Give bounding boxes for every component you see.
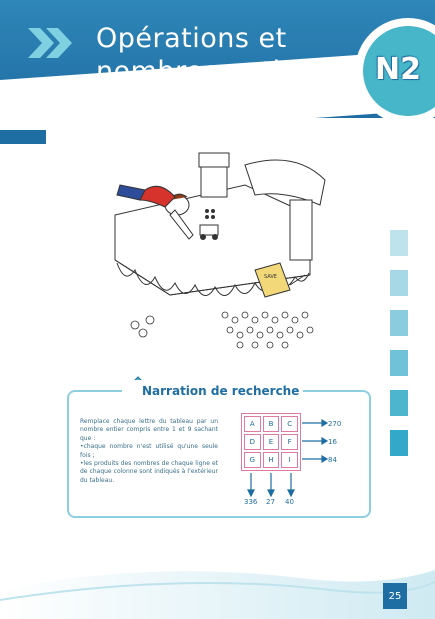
row-arrows: [300, 416, 330, 468]
chapter-title: [96, 22, 324, 88]
panel-title-wrap: [122, 380, 303, 399]
grid-cell: I: [281, 452, 298, 468]
column-product-1: 336: [244, 498, 258, 506]
chapter-title-line2: nombres entiers: [96, 56, 324, 87]
page-number: 25: [383, 583, 407, 609]
grid-cell: B: [263, 416, 280, 432]
left-accent-bar: [0, 130, 46, 144]
grid-cell: E: [263, 434, 280, 450]
instructions-rule-2: •les produits des nombres de chaque ligne et de chaque colonne sont indiqués à l'extérieur du tableau.: [80, 460, 218, 484]
column-product-2: 27: [266, 498, 275, 506]
instructions-intro: Remplace chaque lettre du tableau par un nombre entier compris entre 1 et 9 sachant que :: [80, 418, 218, 442]
chapter-badge-label: N2: [375, 52, 421, 87]
grid-cell: C: [281, 416, 298, 432]
grid-cell: A: [244, 416, 261, 432]
side-tab: [390, 230, 408, 256]
grid-cell: G: [244, 452, 261, 468]
panel-title: Narration de recherche: [142, 384, 300, 398]
side-tabs: [390, 230, 408, 470]
side-tab: [390, 430, 408, 456]
column-arrows: [241, 471, 301, 497]
side-tab: [390, 310, 408, 336]
panel-instructions: [80, 418, 218, 485]
double-chevron-icon: [28, 28, 78, 58]
side-tab: [390, 350, 408, 376]
grid-cell: H: [263, 452, 280, 468]
instructions-rule-1: •chaque nombre n'est utilisé qu'une seule fois ;: [80, 443, 218, 459]
side-tab: [390, 390, 408, 416]
letter-grid: [241, 413, 301, 471]
illustration-sheet-text: SAVE: [264, 274, 277, 280]
row-product-3: 84: [328, 456, 337, 464]
side-tab: [390, 270, 408, 296]
chapter-title-line1: Opérations et: [96, 23, 287, 54]
column-product-3: 40: [285, 498, 294, 506]
row-product-2: 16: [328, 438, 337, 446]
grid-cell: D: [244, 434, 261, 450]
row-product-1: 270: [328, 420, 342, 428]
footer-wave: [0, 560, 435, 619]
boy-on-bed-illustration: [95, 145, 355, 360]
grid-cell: F: [281, 434, 298, 450]
